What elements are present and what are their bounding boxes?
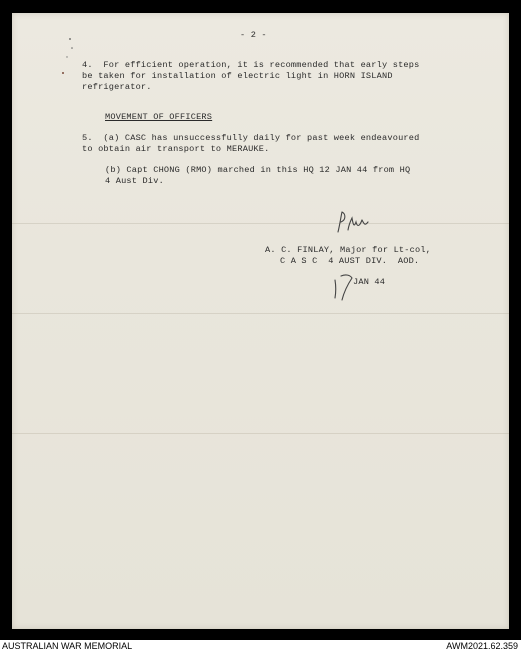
paper-fold-line bbox=[12, 223, 509, 224]
institution-label: AUSTRALIAN WAR MEMORIAL bbox=[2, 641, 133, 651]
paper-fold-line bbox=[12, 313, 509, 314]
signatory-unit: C A S C 4 AUST DIV. AOD. bbox=[280, 256, 420, 266]
date-line: JAN 44 bbox=[353, 277, 386, 287]
ink-specks-icon bbox=[60, 35, 80, 77]
document-page bbox=[12, 13, 509, 629]
paragraph-4: 4. For efficient operation, it is recommended that early steps be taken for installation of electric light in HORN ISLAND refrigerator. bbox=[82, 60, 420, 92]
paper-fold-line bbox=[12, 433, 509, 434]
accession-number: AWM2021.62.359 bbox=[446, 641, 518, 651]
paragraph-5a: 5. (a) CASC has unsuccessfully daily for past week endeavoured to obtain air transport to MERAUKE. bbox=[82, 133, 420, 154]
section-heading: MOVEMENT OF OFFICERS bbox=[105, 112, 213, 122]
handwritten-initials-icon bbox=[332, 208, 372, 238]
page-number: - 2 - bbox=[240, 30, 267, 40]
caption-bar bbox=[0, 640, 521, 653]
paragraph-5b: (b) Capt CHONG (RMO) marched in this HQ 12 JAN 44 from HQ 4 Aust Div. bbox=[105, 165, 411, 186]
signatory-name: A. C. FINLAY, Major for Lt-col, bbox=[265, 245, 432, 255]
